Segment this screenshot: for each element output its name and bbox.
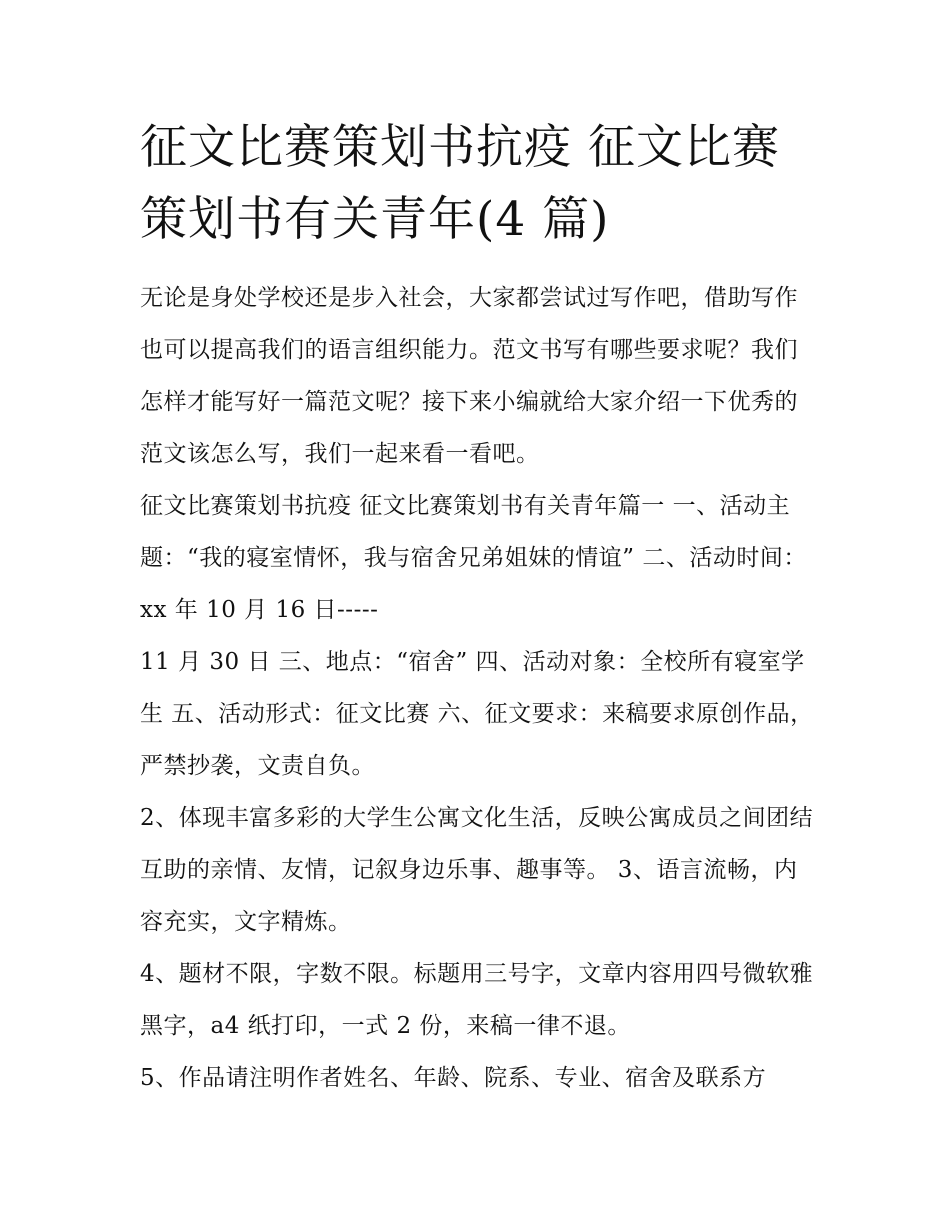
paragraph-requirement-5: 5、作品请注明作者姓名、年龄、院系、专业、宿舍及联系方: [140, 1065, 767, 1091]
paragraph-activity-details: 11 月 30 日 三、地点：“宿舍” 四、活动对象：全校所有寝室学生 五、活动形式：征文比赛 六、征文要求：来稿要求原创作品，严禁抄袭，文责自负。: [140, 649, 814, 779]
paragraph-requirement-4: 4、题材不限，字数不限。标题用三号字，文章内容用四号微软雅黑字，a4 纸打印，一式 2 份，来稿一律不退。: [140, 961, 814, 1039]
paragraph-intro: 无论是身处学校还是步入社会，大家都尝试过写作吧，借助写作也可以提高我们的语言组织能力。范文书写有哪些要求呢？我们怎样才能写好一篇范文呢？接下来小编就给大家介绍一下优秀的范文该怎么写，我们一起来看一看吧。: [140, 285, 798, 467]
paragraph-activity-theme: 征文比赛策划书抗疫 征文比赛策划书有关青年篇一 一、活动主题：“我的寝室情怀，我与宿舍兄弟姐妹的情谊” 二、活动时间：xx 年 10 月 16 日-----: [140, 493, 807, 623]
paragraph-requirement-2: 2、体现丰富多彩的大学生公寓文化生活，反映公寓成员之间团结互助的亲情、友情，记叙身边乐事、趣事等。 3、语言流畅，内容充实，文字精炼。: [140, 805, 814, 935]
page-title: 征文比赛策划书抗疫 征文比赛策划书有关青年(4 篇): [140, 120, 780, 247]
document-body: [140, 272, 820, 1104]
